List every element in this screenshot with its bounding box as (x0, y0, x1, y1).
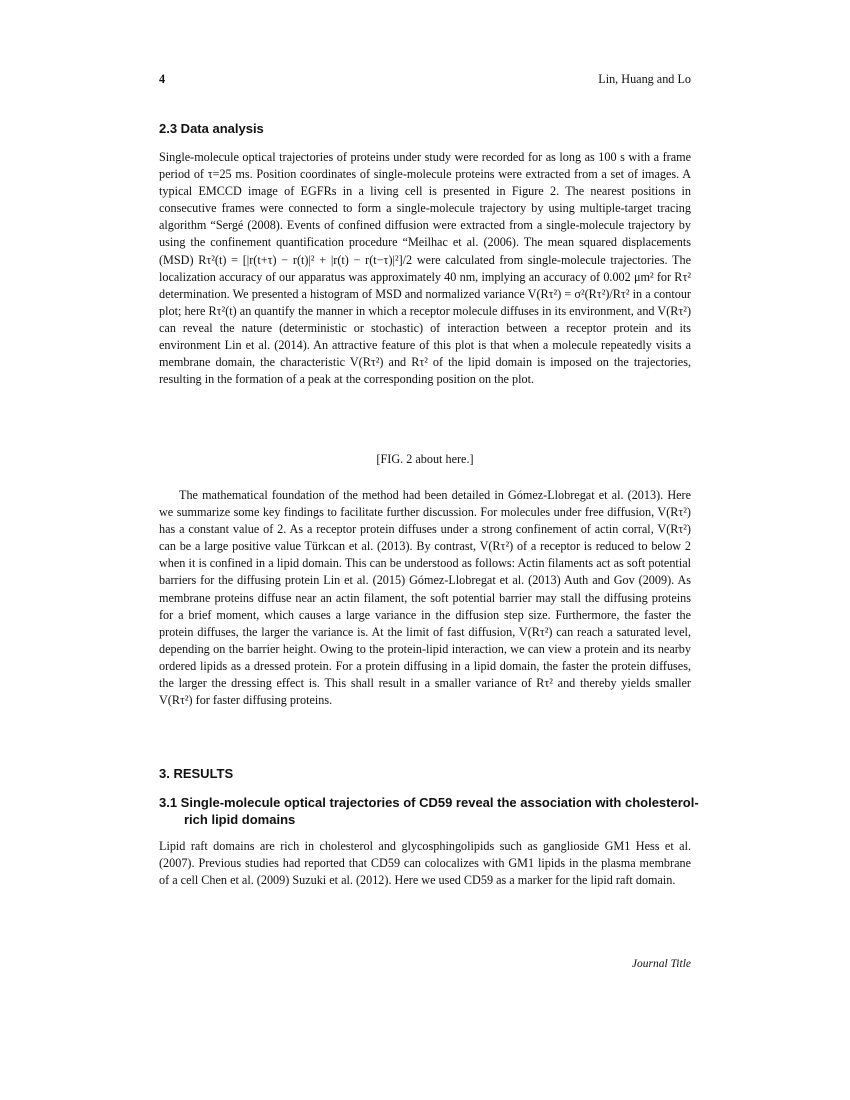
running-head-authors: Lin, Huang and Lo (598, 72, 691, 86)
paragraph-data-analysis-2: The mathematical foundation of the method had been detailed in Gómez-Llobregat et al. (2013). Here we summarize some key findings to facilitate further discussion. For molecules under free diffusion, V(Rτ²) has a constant value of 2. As a receptor protein diffuses under a strong confinement of actin corral, V(Rτ²) can be a large positive value Türkcan et al. (2013). By contrast, V(Rτ²) of a receptor is reduced to below 2 when it is confined in a lipid domain. This can be understood as follows: Actin filaments act as soft potential barriers for the diffusing protein Lin et al. (2015) Gómez-Llobregat et al. (2013) Auth and Gov (2009). As membrane proteins diffuse near an actin filament, the soft potential barrier may stall the diffusing proteins for a brief moment, which causes a large variance in the diffusion step size. Furthermore, the faster the protein diffuses, the larger the variance is. At the limit of fast diffusion, V(Rτ²) can reach a saturated level, depending on the barrier height. Owing to the protein-lipid interaction, we can view a protein and its nearby ordered lipids as a dressed protein. For a protein diffusing in a lipid domain, the faster the protein diffuses, the larger the dressing effect is. This shall result in a smaller variance of Rτ² and thereby yields smaller V(Rτ²) for faster diffusing proteins. (159, 488, 691, 708)
figure-placeholder-note: [FIG. 2 about here.] (376, 452, 474, 466)
paragraph-data-analysis-1: Single-molecule optical trajectories of proteins under study were recorded for as long as 100 s with a frame period of τ=25 ms. Position coordinates of single-molecule proteins were extracted from a set of images. A typical EMCCD image of EGFRs in a living cell is presented in Figure 2. The nearest positions in consecutive frames were connected to form a single-molecule trajectory by using multiple-target tracing algorithm “Sergé (2008). Events of confined diffusion were extracted from a single-molecule trajectory by using the confinement quantification procedure “Meilhac et al. (2006). The mean squared displacements (MSD) Rτ²(t) = [|r(t+τ) − r(t)|² + |r(t) − r(t−τ)|²]/2 were calculated from single-molecule trajectories. The localization accuracy of our apparatus was approximately 40 nm, implying an accuracy of 0.002 μm² for Rτ² determination. We presented a histogram of MSD and normalized variance V(Rτ²) = σ²(Rτ²)/Rτ² in a contour plot; here Rτ²(t) an quantify the manner in which a receptor molecule diffuses in its environment, and V(Rτ²) can reveal the nature (deterministic or stochastic) of interaction between a receptor protein and its environment Lin et al. (2014). An attractive feature of this plot is that when a molecule repeatedly visits a membrane domain, the characteristic V(Rτ²) and Rτ² of the lipid domain is imposed on the trajectories, resulting in the formation of a peak at the corresponding position on the plot. (159, 150, 691, 387)
running-head (159, 72, 691, 87)
paragraph-results-1: Lipid raft domains are rich in cholesterol and glycosphingolipids such as ganglioside GM1 Hess et al. (2007). Previous studies had reported that CD59 can colocalizes with GM1 lipids in the plasma membrane of a cell Chen et al. (2009) Suzuki et al. (2012). Here we used CD59 as a marker for the lipid raft domain. (159, 839, 691, 888)
journal-title-footer: Journal Title (631, 958, 691, 970)
subsection-heading-cd59: 3.1 Single-molecule optical trajectories of CD59 reveal the association with cholesterol-rich lipid domains (159, 795, 699, 827)
page-number: 4 (159, 72, 166, 86)
section-heading-results: 3. RESULTS (159, 766, 234, 781)
section-heading-data-analysis: 2.3 Data analysis (159, 121, 264, 136)
